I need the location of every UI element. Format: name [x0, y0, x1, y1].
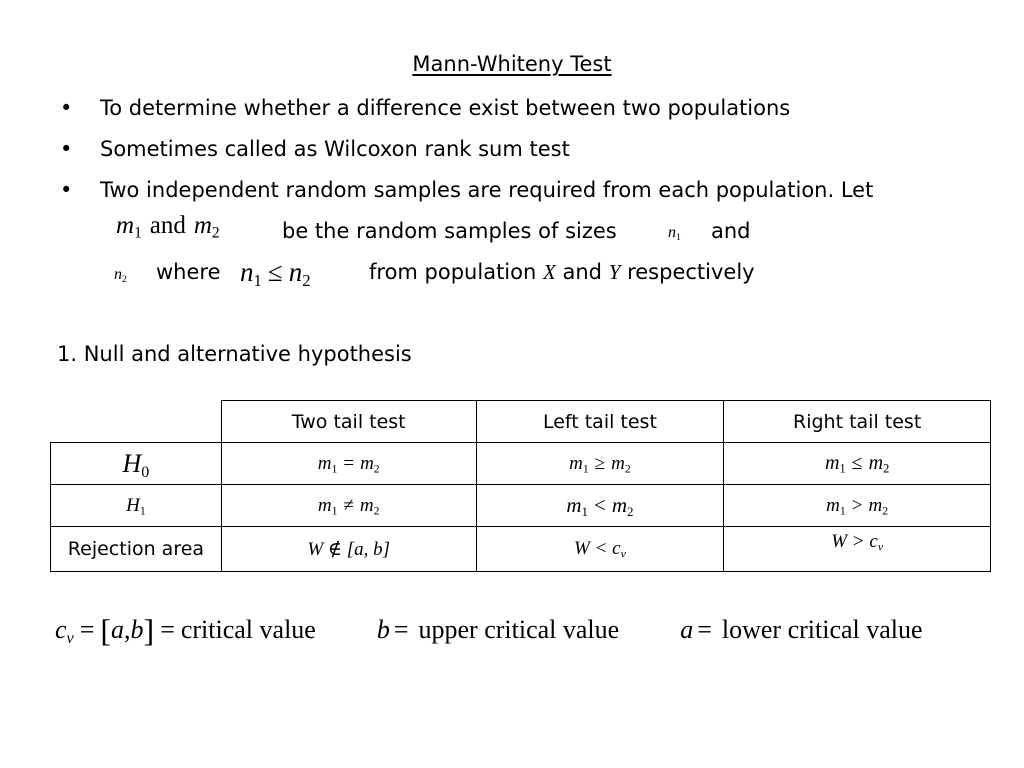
bullet-marker: •: [60, 178, 73, 202]
critical-value-definitions: [55, 612, 923, 649]
rejection-right-tail: $W > c_v$: [724, 527, 991, 572]
continuation-text: be the random samples of sizes: [282, 219, 617, 243]
bullet-marker: •: [60, 137, 73, 161]
math-n2: $n_2$: [114, 266, 127, 285]
math-m1-and-m2: $m_1$ and $m_2$: [116, 212, 220, 242]
math-n1: $n_1$: [668, 224, 681, 243]
h0-right-tail: $m_1 \le m_2$: [724, 443, 991, 485]
math-n1-le-n2: $n_1 \le n_2$: [240, 257, 311, 291]
h1-label: $H_1$: [51, 485, 222, 527]
var-x: X: [542, 260, 556, 284]
section-heading: 1. Null and alternative hypothesis: [57, 342, 412, 366]
table-header-row: [51, 401, 991, 443]
h1-left-tail: $m_1 < m_2$: [476, 485, 724, 527]
bullet-item: To determine whether a difference exist between two populations: [100, 96, 791, 120]
rejection-two-tail: W ∉ [a, b]: [221, 527, 476, 572]
h0-left-tail: $m_1 \ge m_2$: [476, 443, 724, 485]
bullet-marker: •: [60, 96, 73, 120]
header-right-tail: Right tail test: [724, 401, 991, 443]
hypothesis-table: [50, 400, 991, 572]
h0-label: $H_0$: [51, 443, 222, 485]
table-corner-cell: [51, 401, 222, 443]
page-title: Mann-Whiteny Test: [412, 52, 612, 76]
rejection-left-tail: $W < c_v$: [476, 527, 724, 572]
and-text-2: and: [562, 260, 603, 284]
bullet-item: Sometimes called as Wilcoxon rank sum test: [100, 137, 570, 161]
h1-two-tail: $m_1 \ne m_2$: [221, 485, 476, 527]
h1-right-tail: $m_1 > m_2$: [724, 485, 991, 527]
bullet-item: Two independent random samples are required from each population. Let: [100, 178, 874, 202]
table-row-h0: [51, 443, 991, 485]
var-y: Y: [608, 260, 621, 284]
population-text: [369, 260, 755, 285]
b-definition: b = upper critical value: [376, 615, 620, 644]
and-text: and: [711, 219, 751, 243]
rejection-label: Rejection area: [51, 527, 222, 572]
respectively-text: respectively: [627, 260, 755, 284]
a-definition: a = lower critical value: [680, 615, 923, 644]
header-two-tail: Two tail test: [221, 401, 476, 443]
where-text: where: [156, 260, 221, 284]
cv-definition: $c_v = [a,b]$ = critical value: [55, 612, 316, 648]
header-left-tail: Left tail test: [476, 401, 724, 443]
table-row-h1: [51, 485, 991, 527]
h0-two-tail: $m_1 = m_2$: [221, 443, 476, 485]
math-and-text: and: [149, 212, 186, 239]
table-row-rejection: [51, 527, 991, 572]
from-population-text: from population: [369, 260, 537, 284]
